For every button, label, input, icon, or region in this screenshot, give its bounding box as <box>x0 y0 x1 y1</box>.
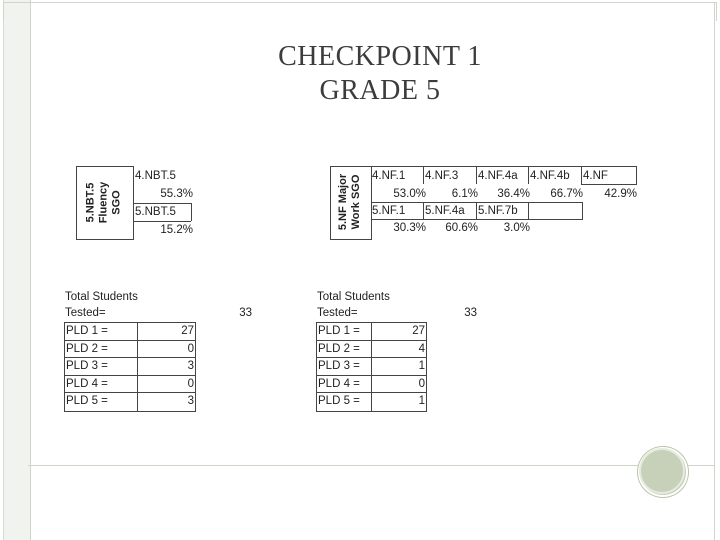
right-pld-label: PLD 3 = <box>318 360 360 372</box>
nf-row1-value: 6.1% <box>451 188 478 200</box>
nf-grid-line <box>581 166 582 184</box>
decorative-circle-ring <box>639 448 685 494</box>
title-line-2: GRADE 5 <box>319 75 441 106</box>
nf-grid-line <box>636 166 637 184</box>
nbt-label-line-2: Fluency <box>97 181 110 223</box>
top-frame-border <box>3 2 717 21</box>
right-pld-value: 0 <box>418 378 425 390</box>
nf-row1-header: 4.NF.4a <box>478 170 518 182</box>
nf-grid-line <box>581 184 637 185</box>
nf-row1-header: 4.NF.4b <box>530 170 570 182</box>
nf-row2-header: 5.NF.7b <box>478 205 518 217</box>
nf-label-line-2: Work SGO <box>350 174 363 230</box>
left-pld-value: 27 <box>181 325 194 337</box>
nf-row2-header: 5.NF.4a <box>425 205 465 217</box>
left-pld-value: 3 <box>187 360 194 372</box>
right-total-label-1: Total Students <box>317 291 390 303</box>
bottom-frame-line <box>28 465 714 466</box>
nf-grid-line <box>582 202 583 219</box>
nf-grid-line <box>528 166 529 184</box>
nf-row-label <box>330 166 370 238</box>
nf-row1-header: 4.NF.1 <box>372 170 406 182</box>
right-pld-value: 27 <box>412 325 425 337</box>
nf-row1-value: 66.7% <box>550 188 583 200</box>
nbt-label-line-1: 5.NBT.5 <box>84 182 97 222</box>
right-pld-value: 4 <box>418 343 425 355</box>
left-total-value: 33 <box>239 307 252 319</box>
left-pld-label: PLD 5 = <box>66 395 108 407</box>
nbt-value-2: 15.2% <box>160 224 193 236</box>
nf-row2-header: 5.NF.1 <box>372 205 406 217</box>
nf-grid-line <box>423 166 424 184</box>
left-frame-band <box>3 0 31 540</box>
nf-grid-line <box>528 202 529 219</box>
nf-row1-header: 4.NF <box>583 170 608 182</box>
nbt-header-2: 5.NBT.5 <box>135 206 176 218</box>
slide-title <box>150 40 610 108</box>
right-total-label-2: Tested= <box>317 307 358 319</box>
nf-row2-value: 60.6% <box>445 222 478 234</box>
right-pld-value: 1 <box>418 360 425 372</box>
nbt-label-line-3: SGO <box>110 189 123 215</box>
right-frame-border <box>714 2 715 540</box>
nf-grid-line <box>423 202 424 219</box>
nf-row1-value: 42.9% <box>604 188 637 200</box>
left-pld-value: 0 <box>187 343 194 355</box>
nbt-value-1: 55.3% <box>160 188 193 200</box>
nf-row1-value: 53.0% <box>393 188 426 200</box>
left-pld-label: PLD 1 = <box>66 325 108 337</box>
left-total-label-1: Total Students <box>65 291 138 303</box>
nbt-header-1: 4.NBT.5 <box>135 170 176 182</box>
nf-row2-value: 30.3% <box>393 222 426 234</box>
nf-label-line-1: 5.NF Major <box>337 173 350 231</box>
title-line-1: CHECKPOINT 1 <box>278 41 482 72</box>
right-pld-label: PLD 4 = <box>318 378 360 390</box>
nbt-cell-right-border <box>191 203 192 221</box>
left-pld-label: PLD 3 = <box>66 360 108 372</box>
nf-row2-value: 3.0% <box>503 222 530 234</box>
right-pld-label: PLD 5 = <box>318 395 360 407</box>
nf-grid-line <box>476 202 477 219</box>
left-pld-label: PLD 4 = <box>66 378 108 390</box>
left-total-label-2: Tested= <box>65 307 106 319</box>
right-pld-value: 1 <box>418 395 425 407</box>
nbt-row-label <box>76 166 132 238</box>
left-pld-value: 0 <box>187 378 194 390</box>
nf-row1-value: 36.4% <box>497 188 530 200</box>
nf-grid-line <box>371 166 637 167</box>
nf-row1-header: 4.NF.3 <box>425 170 459 182</box>
left-pld-value: 3 <box>187 395 194 407</box>
right-total-value: 33 <box>464 307 477 319</box>
right-pld-label: PLD 1 = <box>318 325 360 337</box>
right-pld-label: PLD 2 = <box>318 343 360 355</box>
left-pld-label: PLD 2 = <box>66 343 108 355</box>
nf-grid-line <box>476 166 477 184</box>
